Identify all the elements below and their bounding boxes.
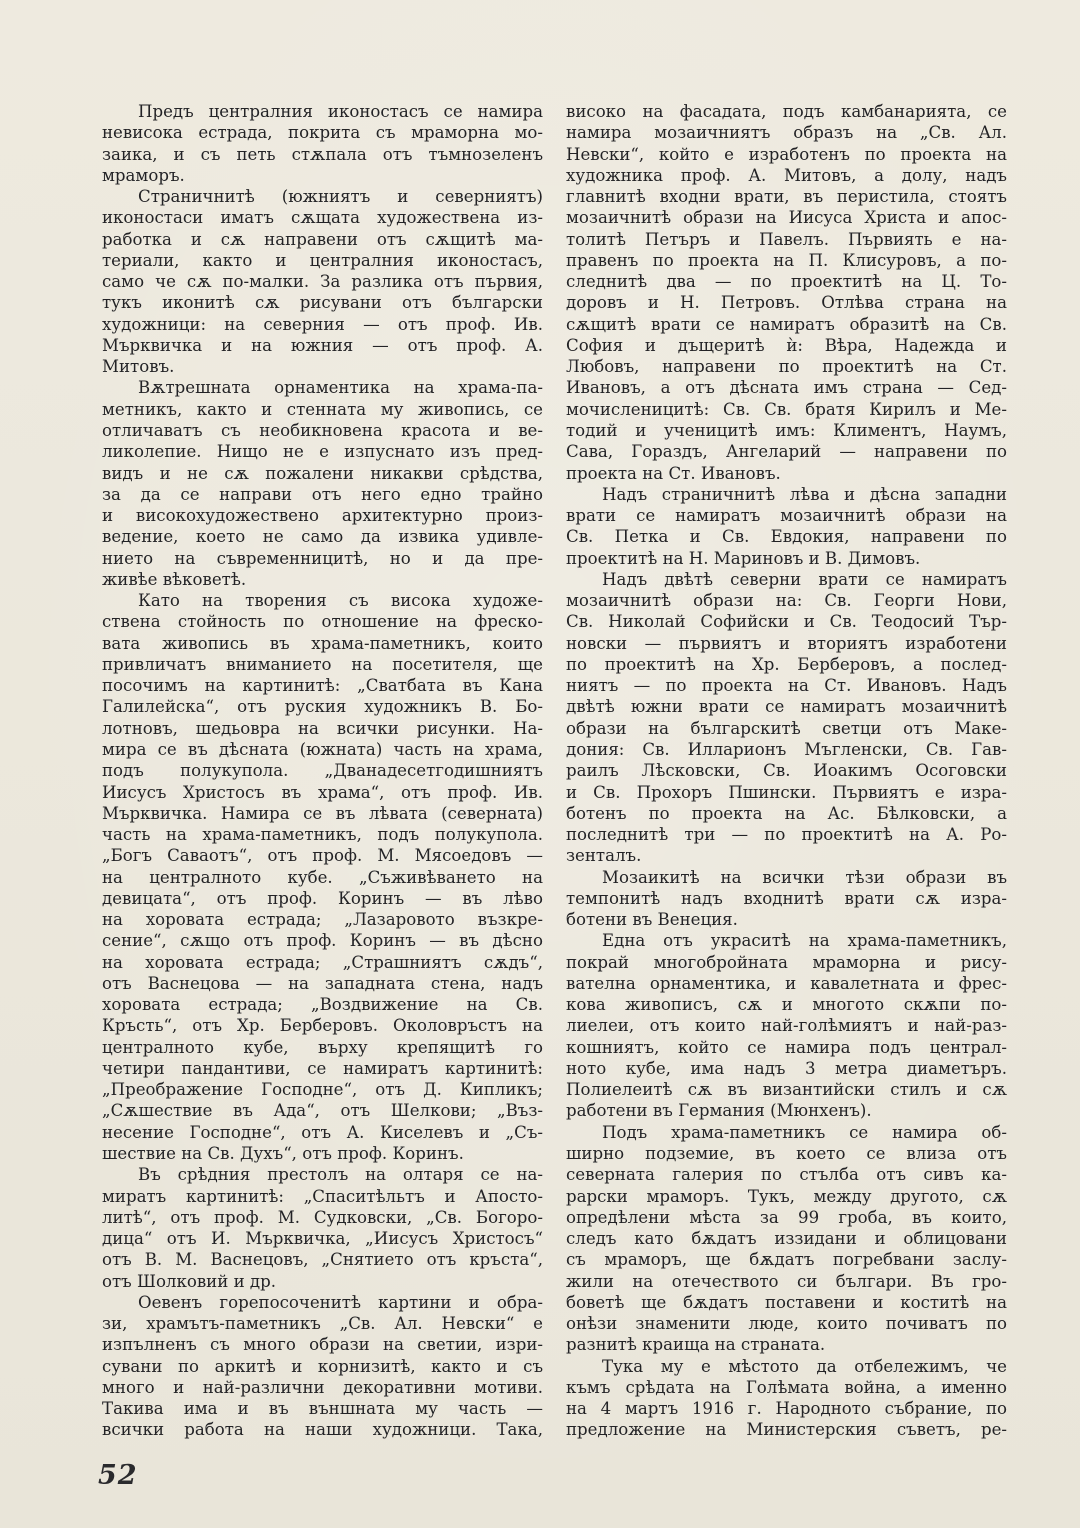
text-line: работка и сѫ направени отъ сѫщитѣ ма- bbox=[102, 229, 543, 249]
text-line: литѣ“, отъ проф. М. Судковски, „Св. Богоро- bbox=[102, 1207, 543, 1227]
text-line: къмъ срѣдата на Голѣмата война, а именно bbox=[566, 1377, 1007, 1397]
text-line: посочимъ на картинитѣ: „Сватбата въ Кана bbox=[102, 676, 543, 696]
text-line: Като на творения съ висока художе- bbox=[138, 591, 543, 611]
text-line: Такива има и въ външната му часть — bbox=[102, 1399, 543, 1419]
text-line: „Преображение Господне“, отъ Д. Кипликъ; bbox=[102, 1080, 543, 1100]
text-line: Мърквичка. Намира се въ лѣвата (северната) bbox=[102, 803, 543, 823]
text-line: Ивановъ, а отъ дѣсната имъ страна — Сед- bbox=[566, 378, 1007, 398]
text-line: Св. Петка и Св. Евдокия, направени по bbox=[566, 527, 1007, 547]
text-line: иконостаси иматъ сѫщата художествена из- bbox=[102, 208, 543, 228]
text-line: отъ В. М. Васнецовъ, „Снятието отъ кръста“, bbox=[102, 1250, 543, 1270]
text-line: работени въ Германия (Мюнхенъ). bbox=[566, 1101, 872, 1121]
text-line: лотновъ, шедьовра на всички рисунки. На- bbox=[102, 718, 543, 738]
text-line: ботенъ по проекта на Ас. Бѣлковски, а bbox=[566, 803, 1007, 823]
text-line: шествие на Св. Духъ“, отъ проф. Коринъ. bbox=[102, 1144, 464, 1164]
text-line: за да се направи отъ него едно трайно bbox=[102, 484, 543, 504]
text-line: образи на българскитѣ светци отъ Маке- bbox=[566, 718, 1007, 738]
text-line: следнитѣ два — по проектитѣ на Ц. То- bbox=[566, 272, 1007, 292]
text-line: Мърквичка и на южния — отъ проф. А. bbox=[102, 335, 543, 355]
text-line: дица“ отъ И. Мърквичка, „Иисусъ Христосъ“ bbox=[102, 1229, 543, 1249]
text-line: сение“, сѫщо отъ проф. Коринъ — въ дѣсно bbox=[102, 931, 543, 951]
text-line: четири пандантиви, се намиратъ картинитѣ: bbox=[102, 1058, 543, 1078]
text-line: Митовъ. bbox=[102, 357, 175, 377]
text-line: на хоровата естрада; „Страшниятъ сѫдъ“, bbox=[102, 952, 543, 972]
text-line: лиелеи, отъ които най-голѣмиятъ и най-раз- bbox=[566, 1016, 1007, 1036]
text-line: невисока естрада, покрита съ мраморна мо- bbox=[102, 123, 543, 143]
text-line: Галилейска“, отъ руския художникъ В. Бо- bbox=[102, 697, 543, 717]
text-line: Любовъ, направени по проектитѣ на Ст. bbox=[566, 357, 1007, 377]
text-line: ведение, което не само да извика удивле- bbox=[102, 527, 543, 547]
text-line: мраморъ. bbox=[102, 165, 185, 185]
text-line: ствена стойность по отношение на фреско- bbox=[102, 612, 543, 632]
text-line: централното кубе, върху крепящитѣ го bbox=[102, 1037, 543, 1057]
text-line: Надъ двѣтѣ северни врати се намиратъ bbox=[602, 569, 1007, 589]
text-line: ното кубе, има надъ 3 метра диаметъръ. bbox=[566, 1058, 1007, 1078]
text-line: зи, храмътъ-паметникъ „Св. Ал. Невски“ е bbox=[102, 1314, 543, 1334]
text-line: тодий и ученицитѣ имъ: Климентъ, Наумъ, bbox=[566, 420, 1007, 440]
text-line: високо на фасадата, подъ камбанарията, се bbox=[566, 102, 1007, 121]
text-line: Иисусъ Христосъ въ храма“, отъ проф. Ив. bbox=[102, 782, 543, 802]
text-line: раилъ Лѣсковски, Св. Иоакимъ Осоговски bbox=[566, 761, 1007, 781]
text-line: много и най-различни декоративни мотиви. bbox=[102, 1377, 543, 1397]
text-line: Оевенъ горепосоченитѣ картини и обра- bbox=[138, 1292, 543, 1312]
text-line: боветѣ ще бѫдатъ поставени и коститѣ на bbox=[566, 1292, 1007, 1312]
text-line: мозаичнитѣ образи на Иисуса Христа и апос- bbox=[566, 208, 1007, 228]
text-line: и високохудожествено архитектурно произ- bbox=[102, 506, 543, 526]
text-line: несение Господне“, отъ А. Киселевъ и „Съ- bbox=[102, 1122, 543, 1142]
text-line: Въ срѣдния престолъ на олтаря се на- bbox=[138, 1165, 543, 1185]
text-line: предложение на Министерския съветъ, ре- bbox=[566, 1420, 1007, 1440]
text-line: мозаичнитѣ образи на: Св. Георги Нови, bbox=[566, 591, 1007, 611]
text-line: тукъ иконитѣ сѫ рисувани отъ български bbox=[102, 293, 543, 313]
text-line: Св. Николай Софийски и Св. Теодосий Тър- bbox=[566, 612, 1007, 632]
text-line: разнитѣ краища на страната. bbox=[566, 1335, 826, 1355]
text-line: и Св. Прохоръ Пшински. Първиятъ е изра- bbox=[566, 782, 1007, 802]
text-line: вателна орнаментика, и кавалетната и фрес- bbox=[566, 973, 1007, 993]
text-line: толитѣ Петъръ и Павелъ. Първиять е на- bbox=[566, 229, 1007, 249]
text-line: отличаватъ съ необикновена красота и ве- bbox=[102, 420, 543, 440]
text-line: на хоровата естрада; „Лазаровото възкре- bbox=[102, 910, 543, 930]
text-line: часть на храма-паметникъ, подъ полукупола. bbox=[102, 825, 543, 845]
text-line: само че сѫ по-малки. За разлика отъ първия, bbox=[102, 272, 543, 292]
text-line: териали, както и централния иконостасъ, bbox=[102, 250, 543, 270]
text-line: ликолепие. Нищо не е изпуснато изъ пред- bbox=[102, 442, 543, 462]
text-line: „Богъ Саваотъ“, отъ проф. М. Мясоедовъ — bbox=[102, 846, 543, 866]
text-line: рарски мраморъ. Тукъ, между другото, сѫ bbox=[566, 1186, 1007, 1206]
text-line: девицата“, отъ проф. Коринъ — въ лѣво bbox=[102, 888, 543, 908]
text-line: кошниятъ, който се намира подъ централ- bbox=[566, 1037, 1007, 1057]
text-line: Една отъ украситѣ на храма-паметникъ, bbox=[602, 931, 1007, 951]
text-line: доровъ и Н. Петровъ. Отлѣва страна на bbox=[566, 293, 1007, 313]
text-line: врати се намиратъ мозаичнитѣ образи на bbox=[566, 506, 1007, 526]
text-line: метникъ, както и стенната му живопись, се bbox=[102, 399, 543, 419]
text-column-right bbox=[566, 101, 1007, 1441]
text-line: жили на отечеството си българи. Въ гро- bbox=[566, 1271, 1007, 1291]
text-line: подъ полукупола. „Дванадесетгодишниятъ bbox=[102, 761, 543, 781]
text-line: заика, и съ петь стѫпала отъ тъмнозеленъ bbox=[102, 144, 543, 164]
text-line: отъ Васнецова — на западната стена, надъ bbox=[102, 973, 543, 993]
text-line: Вѫтрешната орнаментика на храма-па- bbox=[138, 378, 543, 398]
text-line: съ мраморъ, ще бѫдатъ погребвани заслу- bbox=[566, 1250, 1007, 1270]
text-line: сувани по аркитѣ и корнизитѣ, както и съ bbox=[102, 1356, 543, 1376]
text-line: Страничнитѣ (южниятъ и северниятъ) bbox=[138, 187, 543, 207]
text-line: Кръсть“, отъ Хр. Берберовъ. Околовръстъ на bbox=[102, 1016, 543, 1036]
text-line: намира мозаичниятъ образъ на „Св. Ал. bbox=[566, 123, 1007, 143]
text-line: миратъ картинитѣ: „Спаситѣльтъ и Апосто- bbox=[102, 1186, 543, 1206]
text-line: последнитѣ три — по проектитѣ на А. Ро- bbox=[566, 825, 1007, 845]
text-line: северната галерия по стълба отъ сивъ ка- bbox=[566, 1165, 1007, 1185]
text-line: Тука му е мѣстото да отбележимъ, че bbox=[602, 1356, 1007, 1376]
text-line: правенъ по проекта на П. Клисуровъ, а по- bbox=[566, 250, 1007, 270]
text-line: на централното кубе. „Съживѣването на bbox=[102, 867, 543, 887]
text-line: ниятъ — по проекта на Ст. Ивановъ. Надъ bbox=[566, 676, 1007, 696]
text-line: ширно подземие, въ което се влиза отъ bbox=[566, 1144, 1007, 1164]
text-line: Подъ храма-паметникъ се намира об- bbox=[602, 1122, 1007, 1142]
text-line: главнитѣ входни врати, въ перистила, стоятъ bbox=[566, 187, 1007, 207]
text-line: мира се въ дѣсната (южната) часть на храма, bbox=[102, 739, 543, 759]
text-line: Невски“, който е изработенъ по проекта на bbox=[566, 144, 1007, 164]
text-line: двѣтѣ южни врати се намиратъ мозаичнитѣ bbox=[566, 697, 1007, 717]
text-line: вата живопись въ храма-паметникъ, които bbox=[102, 633, 543, 653]
text-line: опредѣлени мѣста за 99 гроба, въ които, bbox=[566, 1207, 1007, 1227]
text-line: по проектитѣ на Хр. Берберовъ, а послед- bbox=[566, 654, 1007, 674]
text-line: ботени въ Венеция. bbox=[566, 910, 738, 930]
text-line: Мозаикитѣ на всички тѣзи образи въ bbox=[602, 867, 1007, 887]
text-line: „Сѫшествие въ Ада“, отъ Шелкови; „Въз- bbox=[102, 1101, 543, 1121]
text-line: дония: Св. Илларионъ Мъгленски, Св. Гав- bbox=[566, 739, 1007, 759]
page-number: 52 bbox=[98, 1460, 138, 1491]
text-line: Сава, Гораздъ, Ангеларий — направени по bbox=[566, 442, 1007, 462]
text-line: живѣе вѣковетѣ. bbox=[102, 569, 247, 589]
text-column-left bbox=[102, 101, 543, 1441]
text-line: Надъ страничнитѣ лѣва и дѣсна западни bbox=[602, 484, 1007, 504]
text-line: нието на съвременницитѣ, но и да пре- bbox=[102, 548, 543, 568]
text-line: мочисленицитѣ: Св. Св. братя Кирилъ и Ме- bbox=[566, 399, 1007, 419]
text-line: Предъ централния иконостасъ се намира bbox=[138, 102, 543, 121]
text-line: темпонитѣ надъ входнитѣ врати сѫ изра- bbox=[566, 888, 1007, 908]
text-line: художника проф. А. Митовъ, а долу, надъ bbox=[566, 165, 1007, 185]
text-line: онѣзи знаменити люде, които почиватъ по bbox=[566, 1314, 1007, 1334]
text-line: художници: на северния — отъ проф. Ив. bbox=[102, 314, 543, 334]
text-line: кова живописъ, сѫ и многото скѫпи по- bbox=[566, 995, 1007, 1015]
text-line: проекта на Ст. Ивановъ. bbox=[566, 463, 781, 483]
text-line: зенталъ. bbox=[566, 846, 642, 866]
text-line: Полиелеитѣ сѫ въ византийски стилъ и сѫ bbox=[566, 1080, 1007, 1100]
text-line: на 4 мартъ 1916 г. Народното събрание, по bbox=[566, 1399, 1007, 1419]
text-line: отъ Шолковий и др. bbox=[102, 1271, 277, 1291]
text-line: изпълненъ съ много образи на светии, изри- bbox=[102, 1335, 543, 1355]
text-line: привличатъ вниманието на посетителя, ще bbox=[102, 654, 543, 674]
text-line: новски — първиятъ и вториятъ изработени bbox=[566, 633, 1007, 653]
text-line: хоровата естрада; „Воздвижение на Св. bbox=[102, 995, 543, 1015]
text-line: следъ като бѫдатъ иззидани и облицовани bbox=[566, 1229, 1007, 1249]
text-line: видъ и не сѫ пожалени никакви срѣдства, bbox=[102, 463, 543, 483]
text-line: проектитѣ на Н. Мариновъ и В. Димовъ. bbox=[566, 548, 921, 568]
text-line: покрай многобройната мраморна и рису- bbox=[566, 952, 1007, 972]
text-line: сѫщитѣ врати се намиратъ образитѣ на Св. bbox=[566, 314, 1007, 334]
text-line: София и дъщеритѣ ѝ: Вѣра, Надежда и bbox=[566, 335, 1007, 355]
text-line: всички работа на наши художници. Така, bbox=[102, 1420, 543, 1440]
